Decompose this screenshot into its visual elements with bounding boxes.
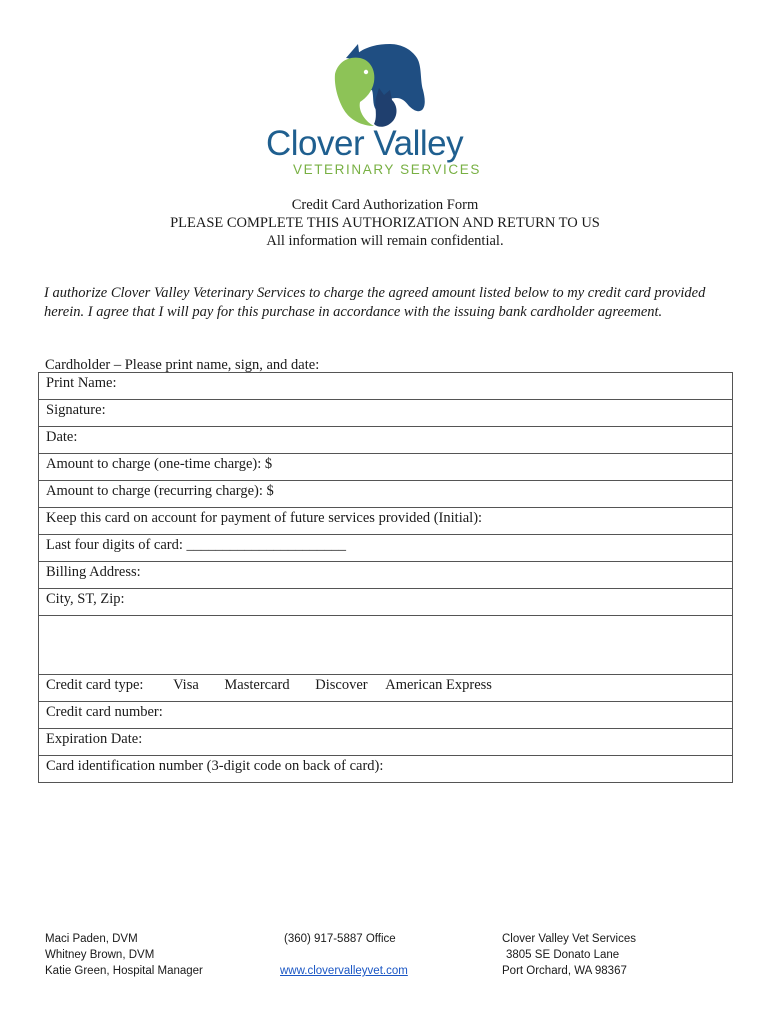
form-instruction: PLEASE COMPLETE THIS AUTHORIZATION AND RETURN TO US [170, 215, 600, 231]
brand-name: Clover Valley [266, 124, 464, 163]
footer-address [502, 931, 636, 979]
staff-name: Maci Paden, DVM [45, 933, 138, 945]
confidential-note: All information will remain confidential. [266, 233, 504, 249]
form-row-city-st-zip [39, 589, 733, 616]
card-type-visa[interactable]: Visa [173, 677, 199, 693]
card-number-label: Credit card number: [46, 704, 163, 720]
form-row-expiration [39, 729, 733, 756]
city-st-zip-label: City, ST, Zip: [46, 591, 125, 607]
animal-silhouettes-icon [262, 40, 494, 130]
footer-staff [45, 931, 203, 979]
form-row-signature [39, 400, 733, 427]
signature-label: Signature: [46, 402, 106, 418]
phone-number: (360) 917-5887 Office [284, 933, 396, 945]
date-label: Date: [46, 429, 78, 445]
card-type-discover[interactable]: Discover [315, 677, 368, 693]
card-type-american-express[interactable]: American Express [385, 677, 492, 693]
cardholder-instruction: Cardholder – Please print name, sign, and date: [45, 357, 320, 373]
form-row-billing-address [39, 562, 733, 589]
address-line: Clover Valley Vet Services [502, 933, 637, 945]
card-id-number-label: Card identification number (3-digit code on back of card): [46, 758, 384, 774]
footer-contact [280, 931, 408, 979]
print-name-label: Print Name: [46, 375, 117, 391]
blank-address-space[interactable] [39, 616, 733, 675]
billing-address-label: Billing Address: [46, 564, 141, 580]
form-row-date [39, 427, 733, 454]
address-line: Port Orchard, WA 98367 [502, 965, 627, 977]
form-row-print-name [39, 373, 733, 400]
recurring-amount-label: Amount to charge (recurring charge): $ [46, 483, 274, 499]
form-row-blank [39, 616, 733, 675]
brand-subtitle: VETERINARY SERVICES [293, 162, 481, 177]
form-row-cvv [39, 756, 733, 783]
onetime-amount-label: Amount to charge (one-time charge): $ [46, 456, 273, 472]
authorization-form-table [38, 372, 733, 783]
website-link[interactable]: www.clovervalleyvet.com [280, 965, 408, 977]
staff-name: Whitney Brown, DVM [45, 949, 155, 961]
address-line: 3805 SE Donato Lane [506, 949, 620, 961]
form-row-last-four [39, 535, 733, 562]
card-type-mastercard[interactable]: Mastercard [224, 677, 290, 693]
last-four-label: Last four digits of card: ______________________ [46, 537, 347, 553]
form-row-card-number [39, 702, 733, 729]
authorization-statement: I authorize Clover Valley Veterinary Services to charge the agreed amount listed below to my credit card provided herein. I agree that I will pay for this purchase in accordance with the issuing bank cardholder agreement. [44, 285, 706, 320]
form-row-recurring-amount [39, 481, 733, 508]
expiration-date-label: Expiration Date: [46, 731, 143, 747]
staff-name: Katie Green, Hospital Manager [45, 965, 203, 977]
form-title: Credit Card Authorization Form [291, 197, 479, 213]
keep-on-account-label: Keep this card on account for payment of future services provided (Initial): [46, 510, 483, 526]
card-type-label: Credit card type: [46, 677, 144, 693]
form-row-onetime-amount [39, 454, 733, 481]
form-row-keep-on-account [39, 508, 733, 535]
form-row-card-type [39, 675, 733, 702]
